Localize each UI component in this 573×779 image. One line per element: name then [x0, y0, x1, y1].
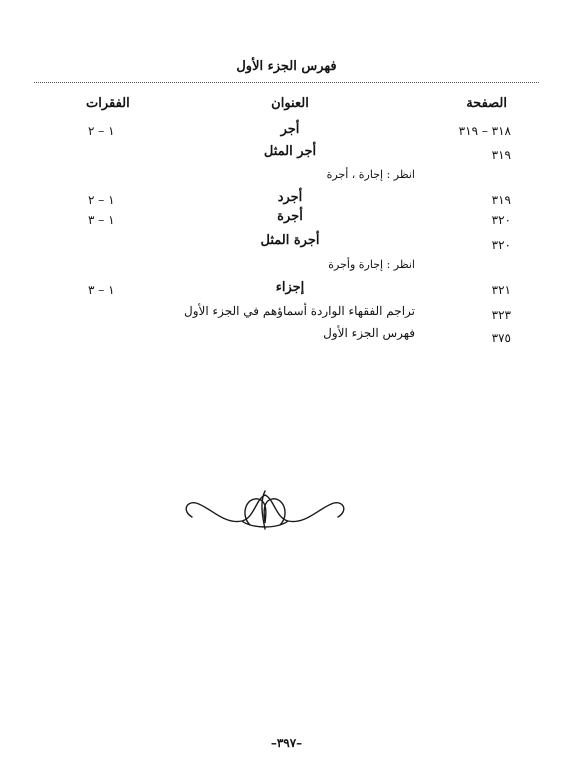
row-paragraphs: ١ – ٢	[88, 193, 115, 207]
page-header: فهرس الجزء الأول	[236, 59, 337, 74]
row-pages: ٣٢٠	[491, 238, 511, 252]
column-header-pages: الصفحة	[466, 96, 507, 111]
row-pages: ٣٢١	[491, 283, 511, 297]
header-divider	[34, 82, 539, 83]
row-pages: ٣٢٠	[491, 213, 511, 227]
row-title: أجر	[280, 122, 300, 137]
see-also-note: انظر : إجارة ، أجرة	[326, 168, 415, 181]
column-header-title: العنوان	[271, 96, 309, 111]
row-title: تراجم الفقهاء الواردة أسماؤهم في الجزء الأول	[183, 304, 415, 318]
row-paragraphs: ١ – ٣	[88, 283, 115, 297]
row-paragraphs: ١ – ٣	[88, 213, 115, 227]
row-pages: ٣١٩	[491, 148, 511, 162]
column-header-paragraphs: الفقرات	[86, 96, 130, 111]
row-title: فهرس الجزء الأول	[323, 326, 415, 340]
see-also-note: انظر : إجارة وأجرة	[328, 258, 415, 271]
row-title: أجرد	[277, 190, 303, 205]
row-title: إجزاء	[275, 280, 305, 295]
row-title: أجرة المثل	[260, 233, 320, 248]
row-paragraphs: ١ – ٢	[88, 124, 115, 138]
ornament-flourish	[180, 485, 350, 535]
row-pages: ٣٧٥	[491, 331, 511, 345]
row-title: أجر المثل	[263, 144, 317, 159]
row-title: أجرة	[277, 209, 303, 224]
row-pages: ٣٢٣	[491, 308, 511, 322]
row-pages: ٣١٩	[491, 193, 511, 207]
row-pages: ٣١٨ – ٣١٩	[458, 124, 511, 138]
page-number: –٣٩٧–	[270, 736, 303, 750]
